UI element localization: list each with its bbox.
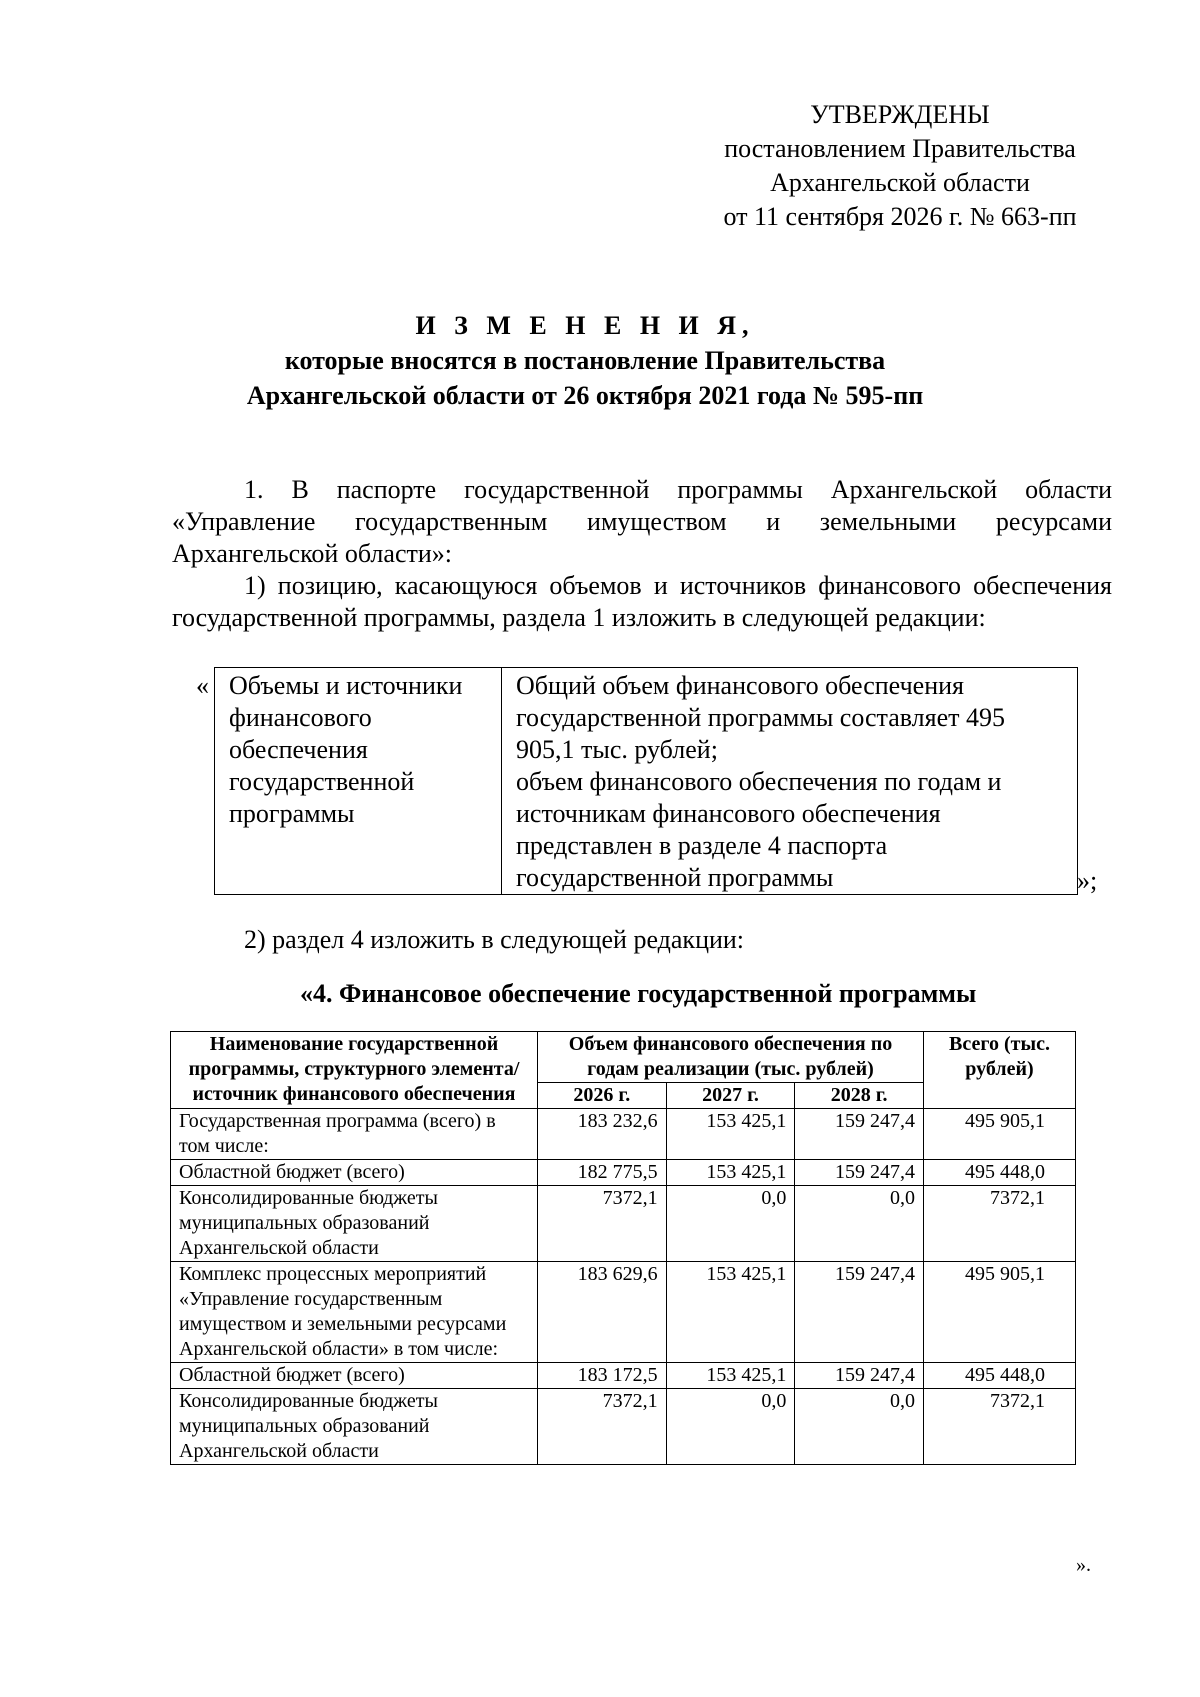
row-value-2027: 153 425,1 bbox=[666, 1363, 795, 1389]
row-name: Областной бюджет (всего) bbox=[171, 1363, 538, 1389]
row-value-2028: 0,0 bbox=[795, 1186, 924, 1262]
row-value-2027: 153 425,1 bbox=[666, 1160, 795, 1186]
fin-header-name: Наименование государственной программы, структурного элемента/ источник финансового обеспечения bbox=[171, 1032, 538, 1109]
title-line-2: которые вносятся в постановление Правительства bbox=[284, 346, 886, 375]
financial-table bbox=[170, 1031, 1076, 1465]
row-value-2026: 182 775,5 bbox=[538, 1160, 667, 1186]
row-value-2027: 0,0 bbox=[666, 1389, 795, 1465]
row-value-2026: 183 172,5 bbox=[538, 1363, 667, 1389]
row-value-2026: 183 232,6 bbox=[538, 1109, 667, 1160]
passport-value-line-2: объем финансового обеспечения по годам и источникам финансового обеспечения представлен в разделе 4 паспорта государственной программы bbox=[516, 767, 1002, 892]
row-value-2027: 153 425,1 bbox=[666, 1262, 795, 1363]
title-line-3: Архангельской области от 26 октября 2021 года № 595-пп bbox=[246, 381, 924, 410]
fin-header-row-1 bbox=[171, 1032, 1076, 1083]
row-total: 7372,1 bbox=[924, 1389, 1076, 1465]
row-value-2027: 153 425,1 bbox=[666, 1109, 795, 1160]
passport-close-quote: »; bbox=[1077, 866, 1098, 895]
row-name: Государственная программа (всего) в том числе: bbox=[171, 1109, 538, 1160]
row-total: 495 448,0 bbox=[924, 1160, 1076, 1186]
row-value-2028: 159 247,4 bbox=[795, 1109, 924, 1160]
fin-header-year-2: 2027 г. bbox=[666, 1083, 795, 1109]
passport-table bbox=[214, 667, 1078, 895]
row-name: Консолидированные бюджеты муниципальных образований Архангельской области bbox=[171, 1389, 538, 1465]
document-title bbox=[200, 308, 970, 413]
row-value-2026: 7372,1 bbox=[538, 1186, 667, 1262]
approval-line-3: Архангельской области bbox=[770, 168, 1030, 197]
table-row bbox=[171, 1389, 1076, 1465]
row-value-2028: 0,0 bbox=[795, 1389, 924, 1465]
approval-line-4: от 11 сентября 2026 г. № 663-пп bbox=[723, 202, 1077, 231]
table-row bbox=[171, 1109, 1076, 1160]
row-total: 495 448,0 bbox=[924, 1363, 1076, 1389]
row-total: 495 905,1 bbox=[924, 1262, 1076, 1363]
row-value-2026: 7372,1 bbox=[538, 1389, 667, 1465]
table-row bbox=[171, 1160, 1076, 1186]
row-value-2028: 159 247,4 bbox=[795, 1363, 924, 1389]
financial-table-close-quote: ». bbox=[1076, 1554, 1091, 1576]
table-row bbox=[171, 1363, 1076, 1389]
row-total: 495 905,1 bbox=[924, 1109, 1076, 1160]
passport-label-cell: Объемы и источники финансового обеспечения государственной программы bbox=[215, 668, 502, 895]
fin-header-volume: Объем финансового обеспечения по годам реализации (тыс. рублей) bbox=[538, 1032, 924, 1083]
row-total: 7372,1 bbox=[924, 1186, 1076, 1262]
paragraph-1: 1. В паспорте государственной программы Архангельской области «Управление государственным имуществом и земельными ресурсами Архангельской области»: bbox=[172, 475, 1112, 568]
approval-line-2: постановлением Правительства bbox=[724, 134, 1076, 163]
approval-line-1: УТВЕРЖДЕНЫ bbox=[810, 100, 990, 129]
row-name: Областной бюджет (всего) bbox=[171, 1160, 538, 1186]
passport-row bbox=[215, 668, 1078, 895]
row-name: Консолидированные бюджеты муниципальных образований Архангельской области bbox=[171, 1186, 538, 1262]
row-value-2027: 0,0 bbox=[666, 1186, 795, 1262]
paragraph-2: 1) позицию, касающуюся объемов и источников финансового обеспечения государственной программы, раздела 1 изложить в следующей редакции: bbox=[172, 571, 1112, 632]
passport-open-quote: « bbox=[196, 671, 209, 700]
fin-header-year-3: 2028 г. bbox=[795, 1083, 924, 1109]
passport-value-line-1: Общий объем финансового обеспечения государственной программы составляет 495 905,1 тыс. рублей; bbox=[516, 671, 1006, 764]
paragraph-3: 2) раздел 4 изложить в следующей редакции: bbox=[244, 925, 745, 954]
table-row bbox=[171, 1262, 1076, 1363]
fin-header-total: Всего (тыс. рублей) bbox=[924, 1032, 1076, 1109]
row-value-2028: 159 247,4 bbox=[795, 1160, 924, 1186]
row-value-2026: 183 629,6 bbox=[538, 1262, 667, 1363]
fin-header-year-1: 2026 г. bbox=[538, 1083, 667, 1109]
table-row bbox=[171, 1186, 1076, 1262]
approval-stamp bbox=[700, 98, 1100, 234]
section-4-title: «4. Финансовое обеспечение государственной программы bbox=[300, 979, 977, 1008]
title-main: И З М Е Н Е Н И Я, bbox=[415, 311, 755, 340]
row-value-2028: 159 247,4 bbox=[795, 1262, 924, 1363]
passport-value-cell bbox=[502, 668, 1078, 895]
row-name: Комплекс процессных мероприятий «Управление государственным имуществом и земельными ресурсами Архангельской области» в том числе: bbox=[171, 1262, 538, 1363]
